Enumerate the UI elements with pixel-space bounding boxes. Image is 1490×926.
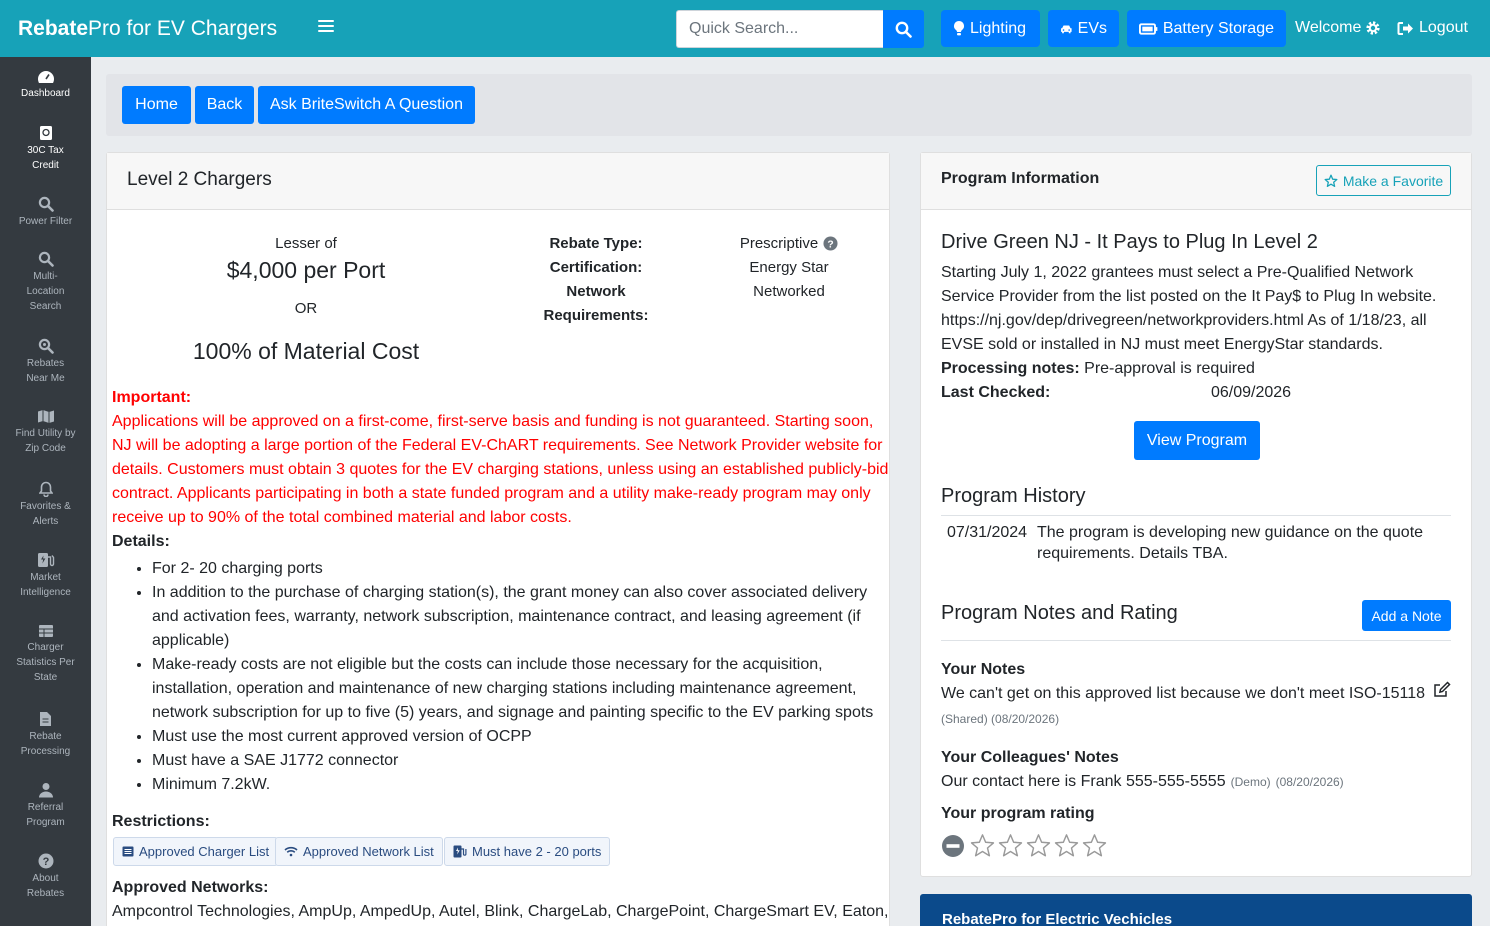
- battery-icon: [1139, 23, 1158, 35]
- sidebar: [0, 57, 91, 926]
- lesser-of-label: Lesser of: [275, 235, 337, 252]
- sidebar-item-find-utility[interactable]: [0, 409, 91, 456]
- sidebar-label: Power Filter: [18, 216, 73, 227]
- welcome-label: Welcome: [1295, 19, 1362, 36]
- sidebar-item-about-rebates[interactable]: [0, 853, 91, 901]
- sidebar-label: Charger Statistics Per State: [16, 642, 75, 683]
- colleague-note-date: (08/20/2026): [1275, 775, 1344, 789]
- approved-networks-label: Approved Networks:: [112, 879, 269, 896]
- quick-search: [676, 10, 924, 48]
- important-line-4: contract. Applicants participating in both a state funded program and a utility make-ready program may only: [112, 485, 871, 502]
- program-info-title: Program Information: [941, 170, 1100, 187]
- star-icon[interactable]: [998, 833, 1023, 858]
- rebate-type-value: Prescriptive: [739, 235, 819, 252]
- car-icon: [1060, 22, 1073, 36]
- user-icon: [38, 782, 54, 798]
- network-value: Networked: [753, 283, 825, 300]
- rating-stars: [941, 833, 1110, 858]
- important-line-1: Applications will be approved on a first-come, first-serve basis and funding is not guaranteed. Starting soon,: [112, 413, 874, 430]
- search-location-icon: [38, 338, 54, 354]
- sidebar-label: Rebate Processing: [20, 731, 71, 757]
- your-note-meta: (Shared) (08/20/2026): [941, 712, 1060, 726]
- home-button[interactable]: Home: [122, 86, 191, 124]
- tag-approved-charger-list[interactable]: [113, 837, 278, 866]
- your-note-text: We can't get on this approved list because we don't meet ISO-15118: [941, 685, 1426, 702]
- certification-label: Certification:: [549, 259, 643, 276]
- dashboard-icon: [37, 70, 55, 84]
- search-button[interactable]: [883, 10, 924, 48]
- or-label: OR: [294, 300, 318, 317]
- sidebar-label: Dashboard: [21, 88, 70, 99]
- amount-per-port: $4,000 per Port: [226, 257, 386, 283]
- logout-icon: [1397, 21, 1414, 36]
- your-notes-label: Your Notes: [941, 661, 1026, 678]
- divider: [941, 515, 1451, 516]
- last-checked-label: Last Checked:: [941, 384, 1051, 401]
- important-label: Important:: [112, 389, 192, 406]
- lightbulb-icon: [953, 20, 965, 37]
- logout-link[interactable]: [1397, 19, 1468, 37]
- map-icon: [37, 409, 55, 424]
- processing-notes-value: Pre-approval is required: [1084, 360, 1255, 377]
- colleague-note: [941, 773, 1344, 791]
- program-history-title: Program History: [941, 485, 1086, 507]
- quick-search-input[interactable]: [676, 10, 883, 48]
- sidebar-label: Multi-Location Search: [26, 271, 65, 312]
- svg-text:?: ?: [42, 856, 49, 868]
- last-checked-value: 06/09/2026: [1211, 384, 1292, 401]
- sidebar-label: 30C Tax Credit: [27, 145, 64, 171]
- svg-text:?: ?: [827, 239, 834, 251]
- question-icon: [38, 853, 54, 869]
- program-desc-line-1: Starting July 1, 2022 grantees must select a Pre-Qualified Network: [941, 264, 1414, 281]
- rebatepro-ev-title: RebatePro for Electric Vechicles: [942, 911, 1173, 926]
- sidebar-item-dashboard[interactable]: [0, 70, 91, 101]
- sidebar-item-referral-program[interactable]: [0, 782, 91, 830]
- sidebar-label: Find Utility by Zip Code: [15, 428, 76, 454]
- search-icon: [38, 196, 54, 212]
- processing-notes-label: Processing notes:: [941, 360, 1080, 377]
- program-desc-line-2: Service Provider from the list posted on the It Pay$ to Plug In website.: [941, 288, 1437, 305]
- sidebar-label: Market Intelligence: [20, 572, 71, 598]
- hamburger-menu-icon[interactable]: [318, 20, 334, 34]
- add-note-button[interactable]: Add a Note: [1362, 600, 1451, 631]
- star-icon: [1324, 174, 1338, 188]
- wifi-icon: [284, 846, 298, 857]
- file-icon: [39, 711, 52, 727]
- list-item: • Make-ready costs are not eligible but the costs can include those necessary for the acquisition, installation, operation and maintenance of new charging stations including maintenance agreement, network subscription for up to five (5) years, and signage and painting specific to the EV parking spots: [152, 653, 892, 725]
- star-icon[interactable]: [970, 833, 995, 858]
- brand-logo[interactable]: [18, 17, 277, 41]
- network-label-2: Requirements:: [543, 307, 649, 324]
- charging-station-icon: [37, 552, 55, 568]
- history-text-1: The program is developing new guidance on the quote: [1037, 524, 1424, 541]
- history-text-2: requirements. Details TBA.: [1037, 545, 1228, 562]
- tag-must-have-ports[interactable]: [444, 837, 610, 866]
- divider: [941, 640, 1451, 641]
- nav-battery-storage-label: Battery Storage: [1162, 19, 1274, 37]
- tag-approved-network-list[interactable]: [275, 837, 443, 866]
- action-bar: [106, 74, 1472, 136]
- nav-lighting-button[interactable]: [941, 10, 1040, 47]
- sidebar-label: Referral Program: [26, 802, 65, 828]
- edit-icon[interactable]: [1433, 681, 1451, 698]
- sidebar-item-charger-statistics[interactable]: [0, 624, 91, 685]
- rebate-card-header: [107, 153, 889, 210]
- star-icon[interactable]: [1026, 833, 1051, 858]
- list-item: • Must have a SAE J1772 connector: [152, 749, 892, 773]
- tag-label: Approved Charger List: [139, 844, 270, 859]
- nav-evs-button[interactable]: [1048, 10, 1119, 47]
- list-icon: [122, 846, 134, 857]
- sidebar-item-multi-location-search[interactable]: [0, 251, 91, 314]
- sidebar-label: Rebates Near Me: [26, 358, 65, 384]
- sidebar-item-rebate-processing[interactable]: [0, 711, 91, 759]
- nav-lighting-label: Lighting: [970, 19, 1027, 37]
- notes-rating-title: Program Notes and Rating: [941, 602, 1178, 624]
- view-program-button[interactable]: View Program: [1134, 421, 1260, 460]
- list-item: • Minimum 7.2kW.: [152, 773, 892, 797]
- network-label-1: Network: [566, 283, 626, 300]
- charging-station-icon: [453, 845, 467, 858]
- welcome-menu[interactable]: [1295, 19, 1381, 37]
- program-info-header: [921, 153, 1471, 210]
- star-icon[interactable]: [1054, 833, 1079, 858]
- rebate-type-label: Rebate Type:: [549, 235, 643, 252]
- details-label: Details:: [112, 533, 170, 550]
- rebate-title: Level 2 Chargers: [127, 169, 272, 190]
- colleague-notes-label: Your Colleagues' Notes: [941, 749, 1119, 766]
- sidebar-item-rebates-near-me[interactable]: [0, 338, 91, 386]
- top-navbar: [0, 0, 1490, 57]
- search-icon: [895, 21, 912, 38]
- program-desc-line-4: EVSE sold or installed in NJ must meet EnergyStar standards.: [941, 336, 1383, 353]
- important-line-5: receive up to 90% of the total combined material and labor costs.: [112, 509, 572, 526]
- bell-icon: [39, 481, 53, 497]
- star-icon[interactable]: [1082, 833, 1107, 858]
- clear-rating-icon[interactable]: [941, 834, 965, 858]
- table-icon: [38, 624, 54, 638]
- sidebar-item-favorites-alerts[interactable]: [0, 481, 91, 529]
- tag-label: Must have 2 - 20 ports: [472, 844, 602, 859]
- brand-bold: Rebate: [18, 17, 89, 40]
- sidebar-item-market-intelligence[interactable]: [0, 552, 91, 600]
- search-icon: [38, 251, 54, 267]
- amount-material-cost: 100% of Material Cost: [192, 338, 420, 364]
- gear-icon: [1365, 20, 1381, 36]
- certification-value: Energy Star: [749, 259, 829, 276]
- sidebar-label: Favorites & Alerts: [20, 501, 71, 527]
- ask-question-button[interactable]: Ask BriteSwitch A Question: [258, 86, 475, 124]
- make-favorite-label: Make a Favorite: [1342, 172, 1444, 189]
- colleague-note-author: (Demo): [1230, 775, 1271, 789]
- list-item: • Must use the most current approved version of OCPP: [152, 725, 892, 749]
- sidebar-item-power-filter[interactable]: [0, 196, 91, 229]
- logout-label: Logout: [1419, 19, 1468, 36]
- approved-networks-list: Ampcontrol Technologies, AmpUp, AmpedUp, Autel, Blink, ChargeLab, ChargePoint, ChargeSmart EV, Eaton,: [112, 903, 889, 920]
- program-name: Drive Green NJ - It Pays to Plug In Level 2: [941, 231, 1318, 253]
- important-line-3: details. Customers must obtain 3 quotes for the EV charging stations, unless using an established publicly-bid: [112, 461, 889, 478]
- tax-credit-icon: [39, 125, 53, 141]
- make-favorite-button[interactable]: [1316, 165, 1451, 196]
- rebatepro-ev-card: [920, 894, 1472, 926]
- question-circle-icon[interactable]: [823, 236, 838, 251]
- rebate-card: [106, 152, 890, 926]
- back-button[interactable]: Back: [195, 86, 254, 124]
- history-date: 07/31/2024: [947, 524, 1028, 541]
- nav-evs-label: EVs: [1077, 19, 1107, 37]
- details-list: [152, 557, 892, 797]
- tag-label: Approved Network List: [303, 844, 434, 859]
- list-item: • In addition to the purchase of charging station(s), the grant money can also cover associated delivery and activation fees, warranty, network subscription, maintenance contract, and leasing agreement (if applicable): [152, 581, 892, 653]
- sidebar-item-30c-tax-credit[interactable]: [0, 125, 91, 173]
- program-desc-line-3: https://nj.gov/dep/drivegreen/networkproviders.html As of 1/18/23, all: [941, 312, 1427, 329]
- rebate-type-value-row: [707, 235, 871, 252]
- processing-notes: [941, 360, 1255, 378]
- rating-label: Your program rating: [941, 805, 1095, 822]
- brand-rest: Pro for EV Chargers: [88, 17, 278, 40]
- important-line-2: NJ will be adopting a large portion of the Federal EV-ChART requirements. See Network Provider website for: [112, 437, 883, 454]
- sidebar-label: About Rebates: [26, 873, 65, 899]
- nav-battery-storage-button[interactable]: [1127, 10, 1286, 47]
- list-item: • For 2- 20 charging ports: [152, 557, 892, 581]
- program-info-card: [920, 152, 1472, 877]
- colleague-note-text: Our contact here is Frank 555-555-5555: [941, 773, 1226, 790]
- restrictions-label: Restrictions:: [112, 813, 210, 830]
